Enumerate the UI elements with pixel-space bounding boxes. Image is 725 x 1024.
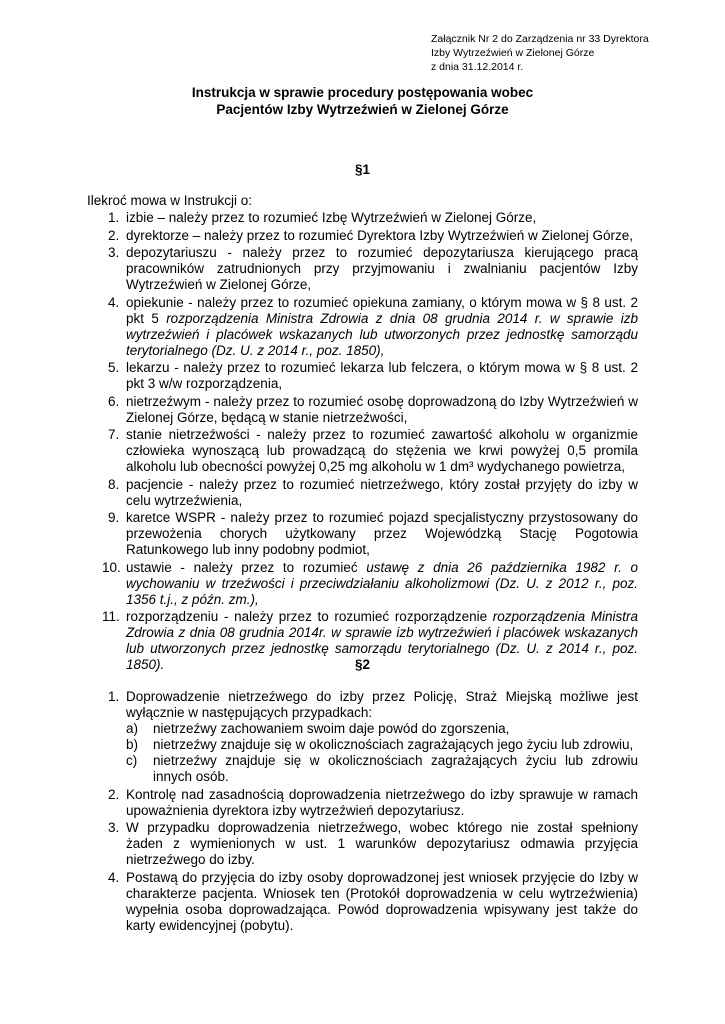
header-note — [431, 32, 649, 74]
title-line: Instrukcja w sprawie procedury postępowania wobec — [191, 85, 534, 100]
list-item-text: dyrektorze – należy przez to rozumieć Dyrektora Izby Wytrzeźwień w Zielonej Górze, — [126, 227, 634, 243]
list-item-number: 1. — [108, 210, 120, 225]
list-item — [72, 820, 638, 868]
sub-list-item — [126, 721, 638, 737]
list-item — [72, 427, 638, 475]
list-item-text: rozporządzeniu - należy przez to rozumieć rozporządzenie — [126, 609, 493, 624]
list-item-number: 6. — [108, 393, 120, 409]
header-note-line: Izby Wytrzeźwień w Zielonej Górze — [431, 47, 595, 59]
section-2-heading: §2 — [354, 657, 371, 672]
list-item-number: 5. — [108, 360, 120, 375]
list-item-text: ustawie - należy przez to rozumieć — [126, 559, 367, 575]
list-item-text: Doprowadzenie nietrzeźwego do izby przez Policję, Straż Miejską możliwe jest wyłącznie w następujących przypadkach: — [126, 689, 638, 720]
list-item-number: 11. — [102, 609, 120, 624]
list-item — [72, 360, 638, 392]
list-item — [72, 689, 638, 785]
list-item-text: opiekunie - należy przez to rozumieć opiekuna zamiany, o którym mowa w § 8 ust. 2 pkt 5 — [126, 294, 638, 326]
list-item-text: nietrzeźwym - należy przez to rozumieć osobę doprowadzoną do Izby Wytrzeźwień w Zielonej Górze, będącą w stanie nietrzeźwości, — [126, 393, 638, 425]
list-item-legal-reference: ustawę z dnia 26 października 1982 r. o wychowaniu w trzeźwości i przeciwdziałaniu alkoholizmowi (Dz. U. z 2012 r., poz. 1356 t.j., z późn. zm.), — [126, 559, 638, 607]
list-item-number: 7. — [108, 427, 120, 442]
list-item-number: 3. — [108, 820, 120, 835]
list-item-text: karetce WSPR - należy przez to rozumieć pojazd specjalistyczny przystosowany do przewożenia chorych użytkowany przez Wojewódzką Stację Pogotowia Ratunkowego lub inny podobny podmiot, — [126, 510, 638, 557]
list-item-number: 10. — [102, 559, 121, 575]
sub-list — [126, 721, 638, 785]
list-item-number: 4. — [108, 294, 120, 310]
list-item-text: stanie nietrzeźwości - należy przez to rozumieć zawartość alkoholu w organizmie człowieka wynoszącą lub prowadzącą do stężenia we krwi powyżej 0,5 promila alkoholu lub obecności powyżej 0,25 mg alkoholu w 1 dm³ wydychanego powietrza, — [126, 427, 638, 474]
procedure-list — [72, 689, 638, 935]
list-item-text: Postawą do przyjęcia do izby osoby doprowadzonej jest wniosek przyjęcie do Izby w charakterze pacjenta. Wniosek ten (Protokół doprowadzenia w celu wytrzeźwienia) wypełnia osoba doprowadzająca. Powód doprowadzenia wpisywany jest także do karty ewidencyjnej (pobytu). — [126, 869, 638, 933]
list-item-number: 4. — [108, 869, 120, 885]
list-item-number: 3. — [108, 245, 120, 260]
list-item — [72, 245, 638, 293]
sub-list-item — [126, 753, 638, 785]
sub-list-item — [126, 737, 638, 753]
sub-list-text: nietrzeźwy zachowaniem swoim daje powód do zgorszenia, — [153, 721, 510, 736]
definitions-list — [72, 210, 638, 675]
header-note-line: Załącznik Nr 2 do Zarządzenia nr 33 Dyrektora — [431, 33, 649, 45]
list-item — [72, 295, 638, 359]
list-item — [72, 477, 638, 509]
list-item-legal-reference: rozporządzenia Ministra Zdrowia z dnia 08 grudnia 2014 r. w sprawie izb wytrzeźwień i placówek wskazanych lub utworzonych przez jednostkę samorządu terytorialnego (Dz. U. z 2014 r., poz. 1850), — [126, 310, 638, 358]
sub-list-text: nietrzeźwy znajduje się w okolicznościach zagrażających jego życiu lub zdrowiu, — [153, 737, 634, 752]
sub-list-label: a) — [126, 721, 139, 736]
list-item-text: Kontrolę nad zasadnością doprowadzenia nietrzeźwego do izby sprawuje w ramach upoważnienia dyrektora izby wytrzeźwień depozytariusz. — [126, 786, 638, 818]
list-item-text: lekarzu - należy przez to rozumieć lekarza lub felczera, o którym mowa w § 8 ust. 2 pkt 3 w/w rozporządzenia, — [126, 360, 638, 391]
list-item — [72, 210, 638, 226]
list-item — [72, 510, 638, 558]
sub-list-label: b) — [126, 737, 139, 752]
list-item-number: 1. — [108, 689, 120, 704]
header-note-line: z dnia 31.12.2014 r. — [431, 61, 524, 73]
list-item-text: depozytariuszu - należy przez to rozumieć depozytariusza kierującego pracą pracowników zatrudnionych przy przyjmowaniu i zwalnianiu pacjentów Izby Wytrzeźwień w Zielonej Górze, — [126, 245, 638, 292]
document-title — [0, 84, 725, 118]
list-item-legal-reference: rozporządzenia Ministra Zdrowia z dnia 08 grudnia 2014r. w sprawie izb wytrzeźwień i placówek wskazanych lub utworzonych przez jednostkę samorządu terytorialnego (Dz. U. z 2014 r., poz. 1850). — [126, 609, 639, 672]
title-line: Pacjentów Izby Wytrzeźwień w Zielonej Górze — [216, 102, 509, 117]
list-item-number: 2. — [108, 227, 120, 243]
list-item-text: W przypadku doprowadzenia nietrzeźwego, wobec którego nie został spełniony żaden z wymienionych w ust. 1 warunków depozytariusz odmawia przyjęcia nietrzeźwego do izby. — [126, 820, 638, 867]
sub-list-text: nietrzeźwy znajduje się w okolicznościach zagrażających życiu lub zdrowiu innych osób. — [153, 753, 638, 784]
list-item — [72, 228, 638, 244]
list-item — [72, 870, 638, 934]
sub-list-label: c) — [126, 753, 138, 768]
list-item-number: 8. — [108, 476, 120, 492]
list-item-text: pacjencie - należy przez to rozumieć nietrzeźwego, który został przyjęty do izby w celu wytrzeźwienia, — [126, 476, 638, 508]
list-item — [72, 560, 638, 608]
section-1-heading: §1 — [354, 162, 371, 177]
section-1-intro: Ilekroć mowa w Instrukcji o: — [87, 193, 253, 208]
list-item-number: 2. — [108, 786, 120, 802]
list-item — [72, 787, 638, 819]
list-item-text: izbie – należy przez to rozumieć Izbę Wytrzeźwień w Zielonej Górze, — [126, 210, 537, 225]
list-item-number: 9. — [108, 510, 120, 525]
list-item — [72, 394, 638, 426]
